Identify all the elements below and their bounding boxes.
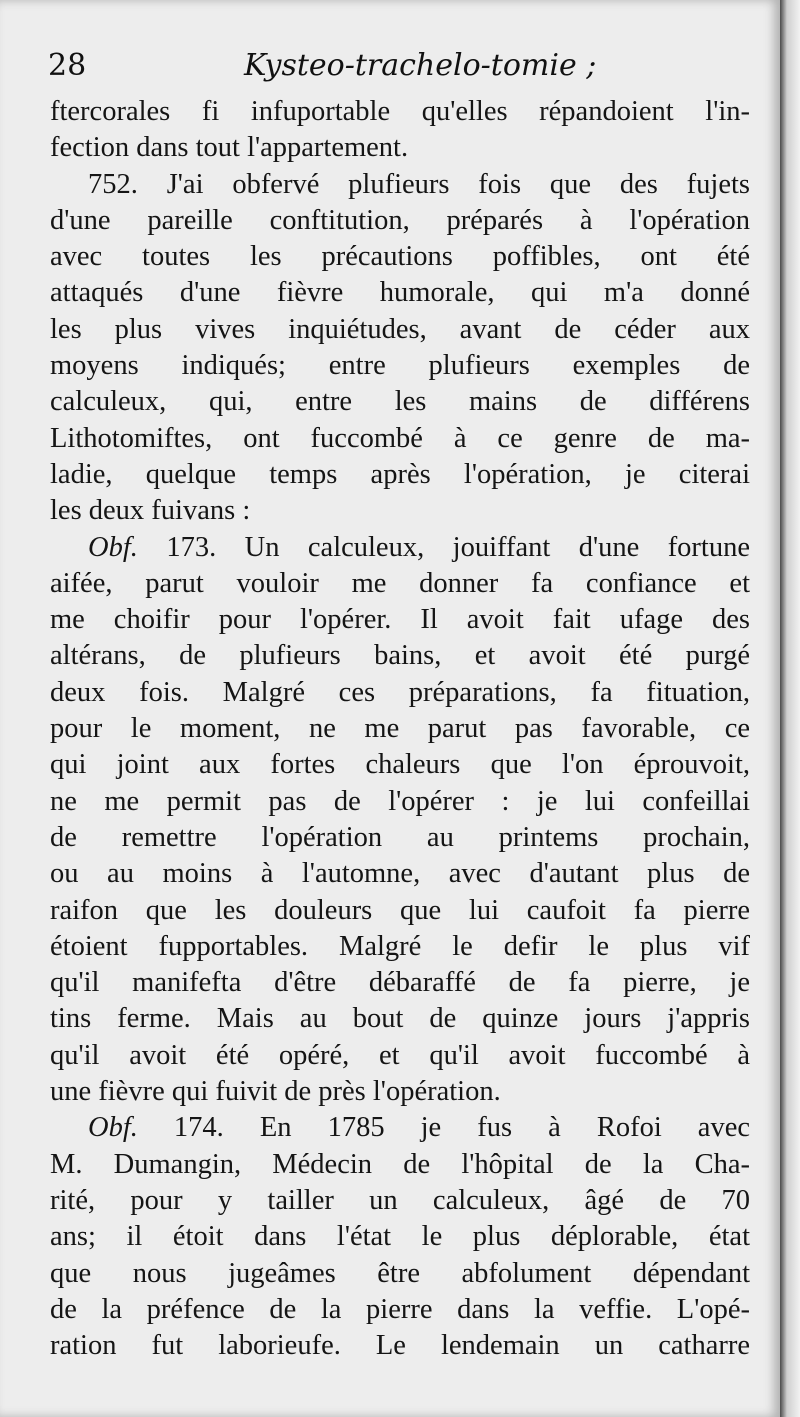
text-line: étoient fupportables. Malgré le defir le plus vif — [50, 930, 750, 962]
text-line: fection dans tout l'appartement. — [50, 132, 409, 164]
text-line: avec toutes les précautions poffibles, ont été — [50, 241, 750, 273]
text-line: ne me permit pas de l'opérer : je lui confeillai — [50, 785, 750, 817]
paragraph-obs-173 — [50, 530, 750, 1111]
text-line: moyens indiqués; entre plufieurs exemples de — [50, 350, 750, 382]
paragraph-752 — [50, 167, 750, 530]
text-line: qu'il avoit été opéré, et qu'il avoit fuccombé à — [50, 1039, 750, 1071]
text-line: raifon que les douleurs que lui caufoit fa pierre — [50, 894, 750, 926]
text-line: attaqués d'une fièvre humorale, qui m'a donné — [50, 277, 750, 309]
text-line: Lithotomiftes, ont fuccombé à ce genre de ma- — [50, 422, 750, 454]
observation-label: Obf. — [88, 1112, 138, 1144]
text-line: altérans, de plufieurs bains, et avoit été purgé — [50, 640, 750, 672]
text-line: aifée, parut vouloir me donner fa confiance et — [50, 567, 750, 599]
text-line-rest: 174. En 1785 je fus à Rofoi avec — [137, 1112, 750, 1144]
body-text — [50, 94, 750, 1364]
text-line: une fièvre qui fuivit de près l'opération. — [50, 1076, 501, 1108]
text-line: de remettre l'opération au printems prochain, — [50, 821, 750, 853]
text-line: ans; il étoit dans l'état le plus déplorable, état — [50, 1221, 750, 1253]
text-line — [50, 1110, 750, 1146]
paragraph-obs-174 — [50, 1110, 750, 1364]
page-edge-shadow — [780, 0, 800, 1417]
page-header — [48, 48, 597, 90]
text-line: me choifir pour l'opérer. Il avoit fait ufage des — [50, 604, 750, 636]
text-line: deux fois. Malgré ces préparations, fa fituation, — [50, 676, 750, 708]
page-number: 28 — [48, 48, 87, 83]
text-line-rest: 173. Un calculeux, jouiffant d'une fortune — [137, 531, 750, 563]
text-line: calculeux, qui, entre les mains de différens — [50, 386, 750, 418]
text-line: 752. J'ai obfervé plufieurs fois que des fujets — [88, 168, 750, 200]
text-line: ftercorales fi infuportable qu'elles répandoient l'in- — [50, 96, 750, 127]
running-title: Kysteo-trachelo-tomie ; — [244, 48, 597, 83]
text-line: qui joint aux fortes chaleurs que l'on éprouvoit, — [50, 749, 750, 781]
text-line: d'une pareille conftitution, préparés à l'opération — [50, 204, 750, 236]
text-line: tins ferme. Mais au bout de quinze jours j'appris — [50, 1003, 750, 1035]
text-line: les deux fuivans : — [50, 495, 251, 527]
text-line: que nous jugeâmes être abfolument dépendant — [50, 1257, 750, 1289]
text-line: les plus vives inquiétudes, avant de céder aux — [50, 313, 750, 345]
text-line: M. Dumangin, Médecin de l'hôpital de la Cha- — [50, 1148, 750, 1180]
text-line: de la préfence de la pierre dans la veffie. L'opé- — [50, 1293, 750, 1325]
text-line: ladie, quelque temps après l'opération, je citerai — [50, 458, 750, 490]
observation-label: Obf. — [88, 531, 138, 563]
text-line — [50, 530, 750, 566]
text-line: ration fut laborieufe. Le lendemain un catharre — [50, 1330, 750, 1362]
text-line: rité, pour y tailler un calculeux, âgé de 70 — [50, 1184, 750, 1216]
paragraph-continuation — [50, 94, 750, 167]
text-line: pour le moment, ne me parut pas favorable, ce — [50, 713, 750, 745]
text-line: qu'il manifefta d'être débaraffé de fa pierre, je — [50, 967, 750, 999]
text-line: ou au moins à l'automne, avec d'autant plus de — [50, 858, 750, 890]
